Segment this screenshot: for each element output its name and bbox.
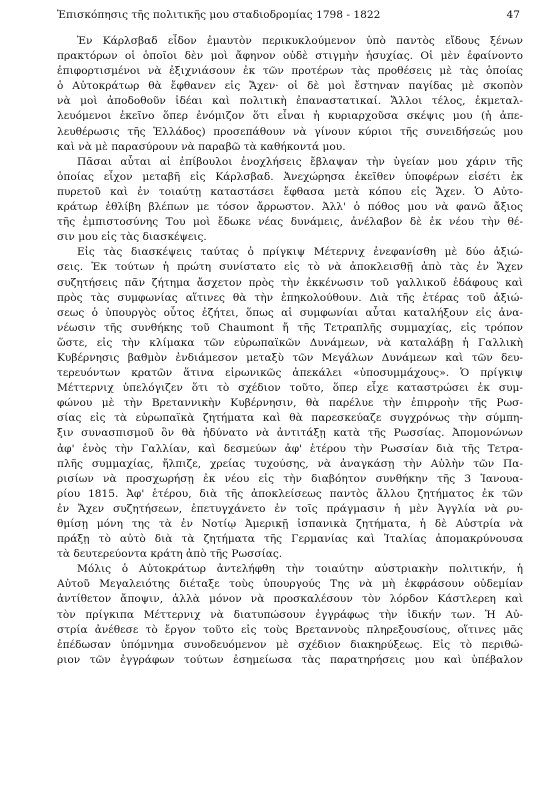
text-line: λευόμενοι ἐκεῖνο ὅπερ ἐνόμιζον ὅτι εἶναι ἡ κυριαρχοῦσα σκέψις μου (ἡ ἀπε- [57,110,523,123]
text-line: ὁ Αὐτοκράτωρ θὰ ἔφθανεν εἰς Ἄχεν· οἱ δὲ μοὶ ἔστηναν παγίδας μὲ σκοπὸν [57,80,523,93]
text-line: πλῆς συμμαχίας, ἤλπιζε, χρείας τυχούσης, νὰ ἀναγκάσῃ τὴν Αὐλὴν τῶν Πα- [57,457,523,470]
text-line: Αὐτοῦ Μεγαλειότης διέταξε τοὺς ὑπουργούς Της νὰ μὴ ἐκφράσουν οὐδεμίαν [57,578,523,591]
text-line: ἐπέδωσαν ὑπόμνημα συνοδευόμενον μὲ σχέδιον διακηρύξεως. Εἰς τὸ περιθώ- [57,638,523,651]
text-line: φώνου μὲ τὴν Βρεταννικὴν Κυβέρνησιν, θὰ παρέλυε τὴν ἐπιρροὴν τῆς Ρωσ- [57,397,523,410]
paragraph [57,562,523,668]
text-line: Ἐν Κάρλσβαδ εἶδον ἐμαυτὸν περικυκλούμενον ὑπὸ παντὸς εἴδους ξένων [77,35,523,47]
text-line: ρισίων νὰ προσχωρήσῃ ἐκ νέου εἰς τὴν διαβόητον συνθήκην τῆς 3 Ἰανουα- [57,472,523,485]
text-line: Εἰς τὰς διασκέψεις ταύτας ὁ πρίγκιψ Μέτερνιχ ἐνεφανίσθη μὲ δύο ἀξιώ- [77,246,523,259]
text-line: τὰ δευτερεύοντα κράτη ἀπὸ τῆς Ρωσσίας. [57,548,283,561]
text-line: σεως ὁ ὑπουργὸς οὗτος ἐζήτει, ὅπως αἱ συμφωνίαι αὗται καταλήξουν εἰς ἀνα- [57,306,523,319]
text-line: κράτωρ ἐθλίβη βλέπων με τόσον ἄρρωστον. Ἀλλ' ὁ πόθος μου νὰ φανῶ ἄξιος [57,201,523,214]
text-line: τῆς ἐμπιστοσύνης Του μοὶ ἔδωκε νέας δυνάμεις, ἀνέλαβον δὲ ἐκ νέου τὴν θέ- [57,216,523,229]
text-line: ἐν Ἄχεν συζητήσεων, ἐπετυγχάνετο ἐν τοῖς πράγμασιν ἡ μὲν Ἀγγλία νὰ ρυ- [57,502,523,515]
text-line: ὥστε, εἰς τὴν κλίμακα τῶν εὐρωπαϊκῶν Δυνάμεων, νὰ καταλάβῃ ἡ Γαλλικὴ [57,336,523,349]
body-text [57,34,523,668]
text-line: νέωσιν τῆς συνθήκης τοῦ Chaumont ἤ τῆς Τετραπλῆς συμμαχίας, εἰς τρόπον [57,321,523,334]
text-line: θμίσῃ μόνη της τὰ ἐν Νοτίῳ Ἀμερικῇ ἰσπανικὰ ζητήματα, ἡ δὲ Αὐστρία νὰ [57,518,523,530]
text-line: Πᾶσαι αὗται αἱ ἐπίβουλοι ἐνοχλήσεις ἔβλαψαν τὴν ὑγείαν μου χάριν τῆς [77,155,523,168]
paragraph [57,34,523,155]
text-line: ἐπιφορτισμένοι νὰ ἐξιχνιάσουν ἐκ τῶν προτέρων τὰς προθέσεις μὲ τὰς ὁποίας [57,65,523,78]
text-line: πρακτόρων οἱ ὁποῖοι δὲν μοὶ ἄφηνον οὐδὲ στιγμὴν ἡσυχίας. Οἱ μὲν ἐφαίνοντο [57,50,523,63]
text-line: τὸν πρίγκιπα Μέττερνιχ νὰ διατυπώσουν ἐγγράφως τὴν ἰδικήν των. Ἡ Αὐ- [57,608,523,621]
text-line: στρία ἀνέθεσε τὸ ἔργον τοῦτο εἰς τοὺς Βρεταννοὺς πληρεξουσίους, οἵτινες μᾶς [57,623,523,636]
text-line: σίας εἰς τὰ εὐρωπαϊκὰ ζητήματα καὶ θὰ παρεσκεύαζε συγχρόνως τὴν σύμπη- [57,412,523,425]
text-line: τερευόντων κρατῶν ἅτινα εἰρωνικῶς ἀπεκάλει «ὑποσυμμάχους». Ὁ πρίγκιψ [57,367,523,380]
text-line: λευθέρωσις τῆς Ἑλλάδος) προσεπάθουν νὰ γίνουν κύριοι τῆς συνειδήσεώς μου [57,125,523,138]
text-line: ριον τῶν ἐγγράφων τούτων ἐσημείωσα τὰς παρατηρήσεις μου καὶ ὑπέβαλον [57,653,523,666]
text-line: σιν μου εἰς τὰς διασκέψεις. [57,231,207,244]
text-line: Μέττερνιχ ὑπελόγιζεν ὅτι τὸ σχέδιον τοῦτο, ὅπερ εἶχε καταστρώσει ἐκ συμ- [57,382,523,395]
page-number: 47 [506,9,520,21]
text-line: πράξῃ τὸ αὐτὸ διὰ τὰ ζητήματα τῆς Γερμανίας καὶ Ἰταλίας ἀπομακρύνουσα [57,533,523,546]
running-title: Ἐπισκόπησις τῆς πολιτικῆς μου σταδιοδρομίας 1798 - 1822 [57,9,381,21]
text-line: συζητήσεις πᾶν ζήτημα ἄσχετον πρὸς τὴν ἐκκένωσιν τοῦ γαλλικοῦ ἐδάφους καὶ [57,276,523,289]
text-line: Μόλις ὁ Αὐτοκράτωρ ἀντελήφθη τὴν τοιαύτην αὐστριακὴν πολιτικήν, ἡ [77,563,523,576]
text-line: ὁποίας εἶχον μεταβῆ εἰς Κάρλσβαδ. Ἀνεχώρησα ἐκεῖθεν ὑποφέρων εἰσέτι ἐκ [57,170,523,183]
text-line: σεις. Ἐκ τούτων ἡ πρώτη συνίστατο εἰς τὸ νὰ ἀποκλεισθῇ ἀπὸ τὰς ἐν Ἄχεν [57,261,523,274]
running-header [57,8,520,26]
text-line: καὶ νὰ μὲ παρασύρουν νὰ παραβῶ τὰ καθήκοντά μου. [57,140,346,153]
text-line: ἀφ' ἑνὸς τὴν Γαλλίαν, καὶ δεσμεύων ἀφ' ἑτέρου τὴν Ρωσσίαν διὰ τῆς Τετρα- [57,442,523,455]
text-line: ξιν συνασπισμοῦ ὃν θὰ ἠδύνατο νὰ ἀντιτάξῃ κατὰ τῆς Ρωσσίας. Ἀπομονώνων [57,427,523,440]
paragraph [57,155,523,246]
text-line: ἀντίθετον ἄποψιν, ἀλλὰ μόνον νὰ προσκαλέσουν τὸν λόρδον Κάστλερεη καὶ [57,593,523,606]
text-line: νὰ μοὶ ἀποδοθοῦν ἰδέαι καὶ πολιτικὴ ἐπαναστατικαί. Ἄλλοι τέλος, ἐκμεταλ- [57,95,523,108]
text-line: ρίου 1815. Ἀφ' ἑτέρου, διὰ τῆς ἀποκλείσεως παντὸς ἄλλου ζητήματος ἐκ τῶν [57,487,523,500]
text-line: Κυβέρνησις βαθμὸν ἐνδιάμεσον μεταξὺ τῶν Μεγάλων Δυνάμεων καὶ τῶν δευ- [57,351,523,364]
text-line: πρὸς τὰς συμφωνίας αἵτινες θὰ τὴν ἐπηκολούθουν. Διὰ τῆς ἑτέρας τοῦ ἀξιώ- [57,291,523,304]
paragraph [57,245,523,562]
text-line: πυρετοῦ καὶ ἐν τοιαύτῃ καταστάσει ἔφθασα μετὰ κόπου εἰς Ἄχεν. Ὁ Αὐτο- [57,185,523,198]
